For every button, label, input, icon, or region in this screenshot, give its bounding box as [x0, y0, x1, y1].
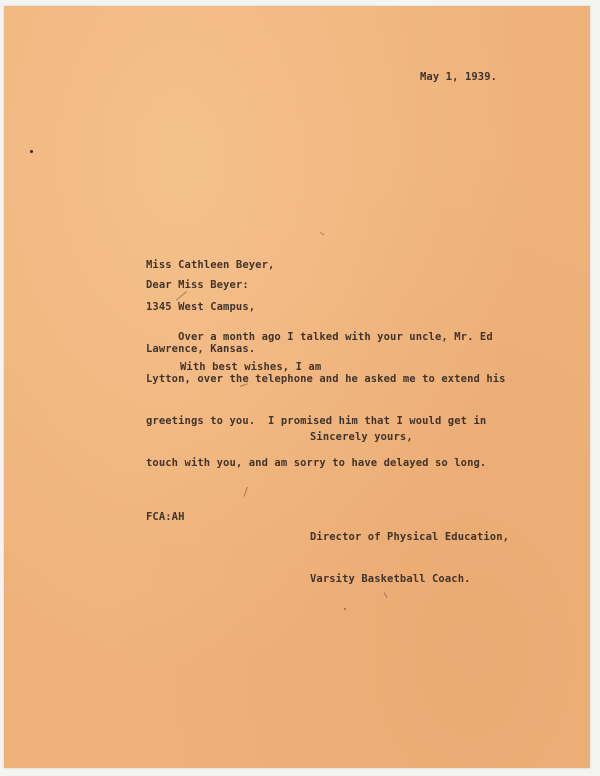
signature-title-line: Varsity Basketball Coach.: [310, 573, 471, 585]
signoff: Sincerely yours,: [310, 431, 413, 443]
body-line: Lytton, over the telephone and he asked me to extend his: [146, 373, 506, 385]
letter-page: [4, 6, 590, 768]
closing-line: With best wishes, I am: [180, 361, 322, 373]
recipient-name: Miss Cathleen Beyer,: [146, 259, 275, 271]
body-line: touch with you, and am sorry to have delayed so long.: [146, 457, 487, 469]
signature-title: [310, 502, 509, 614]
body-line: greetings to you. I promised him that I would get in: [146, 415, 487, 427]
letter-date: May 1, 1939.: [420, 71, 498, 83]
paper-speck: [30, 150, 33, 153]
salutation: Dear Miss Beyer:: [146, 279, 249, 291]
signature-title-line: Director of Physical Education,: [310, 531, 510, 543]
paper-speck: [344, 608, 346, 610]
paper-mark: [320, 232, 325, 235]
typist-initials: FCA:AH: [146, 511, 185, 523]
recipient-city: Lawrence, Kansas.: [146, 343, 256, 355]
body-line: Over a month ago I talked with your uncle, Mr. Ed: [146, 331, 493, 343]
recipient-street: 1345 West Campus,: [146, 301, 256, 313]
letter-body: [146, 302, 506, 498]
